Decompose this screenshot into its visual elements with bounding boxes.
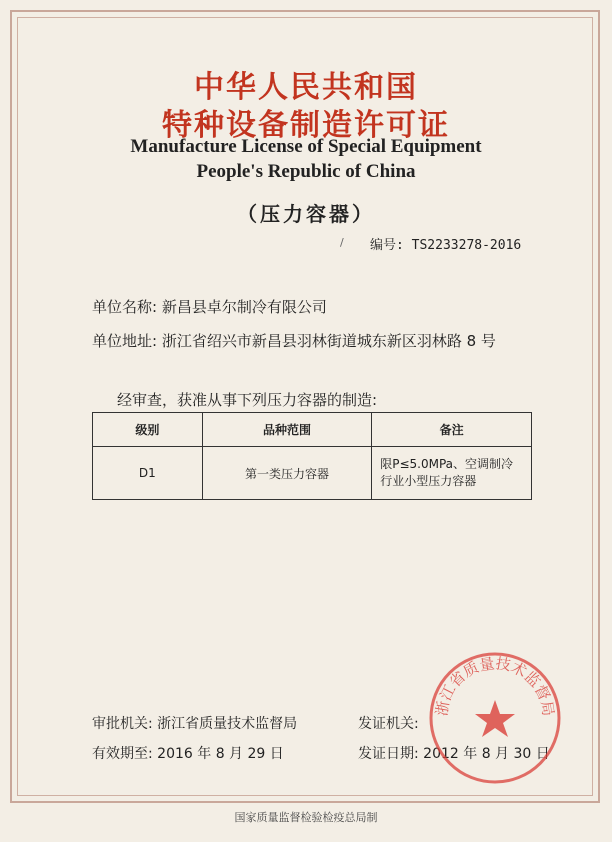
column-header-scope: 品种范围: [202, 413, 372, 447]
remark-line2: 行业小型压力容器: [380, 474, 477, 488]
company-name-value: 新昌县卓尔制冷有限公司: [161, 298, 327, 316]
approval-statement: 经审查，获准从事下列压力容器的制造:: [117, 391, 378, 409]
company-name-field: [92, 296, 327, 317]
company-address-value: 浙江省绍兴市新昌县羽林街道城东新区羽林路 8 号: [161, 332, 496, 350]
company-name-label: 单位名称:: [92, 298, 158, 316]
validity-label: 有效期至:: [92, 746, 153, 762]
seal-text: 浙江省质量技术监督局: [432, 654, 558, 718]
title-en-line2: People's Republic of China: [196, 161, 416, 182]
title-en-line1: Manufacture License of Special Equipment: [130, 136, 482, 157]
cell-scope: 第一类压力容器: [202, 447, 372, 500]
company-address-label: 单位地址:: [92, 332, 158, 350]
seal-star-icon: [475, 700, 515, 737]
equipment-category: （压力容器）: [237, 202, 375, 226]
cell-remark: [372, 447, 532, 500]
validity-value: 2016 年 8 月 29 日: [157, 746, 284, 762]
column-header-level: 级别: [93, 413, 203, 447]
cell-level: D1: [93, 447, 203, 500]
company-address-field: [92, 330, 496, 351]
title-cn-line1: 中华人民共和国: [194, 70, 418, 105]
certificate-number: 编号: TS2233278-2016: [370, 238, 522, 253]
tick-mark-icon: /: [340, 236, 344, 249]
issue-date-value: 2012 年 8 月 30 日: [423, 746, 550, 762]
approver-value: 浙江省质量技术监督局: [157, 716, 298, 732]
issuing-authority-footer: 国家质量监督检验检疫总局制: [234, 811, 378, 824]
license-scope-table: [92, 412, 532, 500]
issue-date-label: 发证日期:: [358, 746, 419, 762]
table-header-row: [93, 413, 532, 447]
approver-label: 审批机关:: [92, 716, 153, 732]
validity-field: [92, 743, 284, 763]
official-seal: [425, 648, 565, 788]
remark-line1: 限P≤5.0MPa、空调制冷: [380, 457, 513, 471]
issuer-field: [358, 713, 419, 733]
title-cn-line2: 特种设备制造许可证: [162, 108, 450, 143]
column-header-remark: 备注: [372, 413, 532, 447]
approver-field: [92, 713, 297, 733]
issuer-label: 发证机关:: [358, 716, 419, 732]
table-row: [93, 447, 532, 500]
